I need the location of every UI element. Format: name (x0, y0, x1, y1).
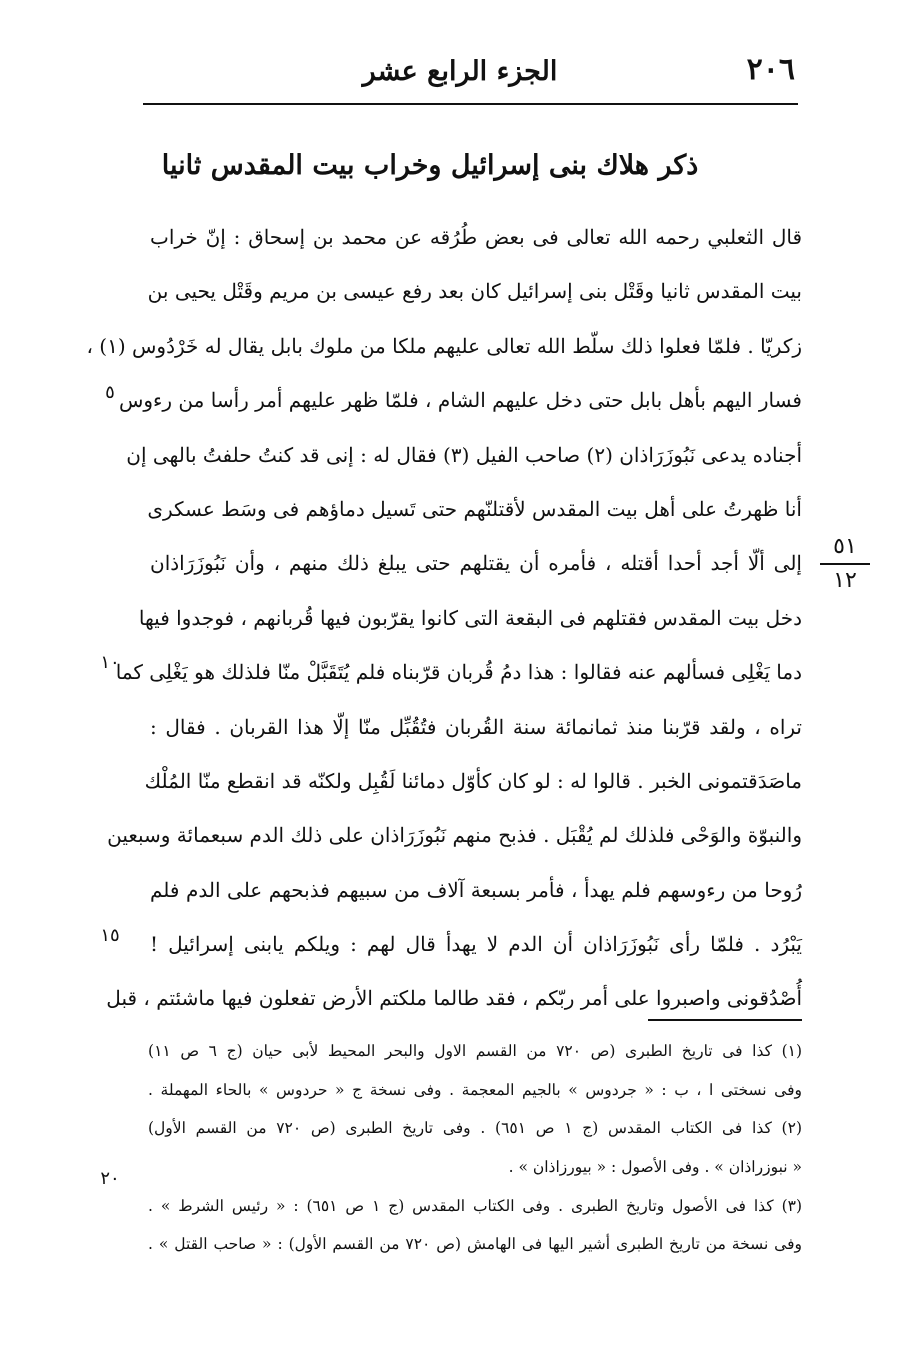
footnote-rule (648, 1019, 802, 1021)
line-number: ١٥ (100, 925, 120, 946)
folio-top: ٥١ (833, 534, 857, 559)
footnote-line: (٣) كذا فى الأصول وتاريخ الطبرى . وفى الكتاب المقدس (ج ١ ص ٦٥١) : « رئيس الشرط » . (148, 1196, 803, 1215)
footnote-line: وفى نسخة من تاريخ الطبرى أشير اليها فى الهامش (ص ٧٢٠ من القسم الأول) : « صاحب القتل » . (148, 1235, 802, 1254)
footnotes (148, 1032, 802, 1264)
text-line: تراه ، ولقد قرّبنا منذ ثمانمائة سنة القُربان فتُقُبِّل منّا إلّا هذا القربان . فقال : (150, 714, 802, 739)
page-header (0, 0, 902, 110)
chapter-title: ذكر هلاك بنى إسرائيل وخراب بيت المقدس ثانيا (161, 150, 699, 181)
text-line: أجناده يدعى نَبُوزَرَاذان (٢) صاحب الفيل (٣) فقال له : إنى قد كنتُ حلفتُ بالهى إن (126, 442, 802, 467)
text-line: قال الثعلبي رحمه الله تعالى فى بعض طُرُقه عن محمد بن إسحاق : إنّ خراب (150, 225, 802, 249)
running-title: الجزء الرابع عشر (362, 56, 558, 87)
text-line: أُصْدُقونى واصبروا على أمر ربّكم ، فقد طالما ملكتم الأرض تفعلون فيها ماشئتم ، قبل (106, 986, 802, 1011)
footnote-line: « نبوزراذان » . وفى الأصول : « بيورزاذان » . (508, 1158, 802, 1177)
text-line: والنبوّة والوَحْى فلذلك لم يُقْبَل . فذبح منهم نَبُوزَرَاذان على ذلك الدم سبعمائة وسبعين (107, 823, 802, 848)
footnote-line: (٢) كذا فى الكتاب المقدس (ج ١ ص ٦٥١) . وفى تاريخ الطبرى (ص ٧٢٠ من القسم الأول) (148, 1119, 802, 1138)
text-line: رُوحا من رءوسهم فلم يهدأ ، فأمر بسبعة آلاف من سبيهم فذبحهم على الدم فلم (150, 877, 802, 902)
folio-divider (820, 563, 870, 565)
text-line: دما يَغْلِى فسألهم عنه فقالوا : هذا دمُ قُربان قرّبناه فلم يُتَقَبَّلْ منّا فلذلك هو يَغْلِى كما (115, 660, 802, 685)
header-rule (143, 103, 798, 105)
folio-bottom: ١٢ (833, 568, 857, 593)
footnote-line: (١) كذا فى تاريخ الطبرى (ص ٧٢٠ من القسم الاول والبحر المحيط لأبى حيان (ج ٦ ص ١١) (148, 1042, 803, 1060)
text-line: ماصَدَقتمونى الخبر . قالوا له : لو كان كأوّل دمائنا لَقُبِل ولكنّه قد انقطع منّا المُلْك (144, 768, 802, 793)
text-line: إلى ألّا أجد أحدا أقتله ، فأمره أن يقتلهم حتى يبلغ ذلك منهم ، وأن نَبُوزَرَاذان (150, 551, 802, 576)
line-number: ١٠ (100, 652, 120, 673)
text-line: دخل بيت المقدس فقتلهم فى البقعة التى كانوا يقرّبون فيها قُربانهم ، فوجدوا فيها (138, 605, 802, 630)
footnote-line: وفى نسختى ا ، ب : « جردوس » بالجيم المعجمة . وفى نسخة ج « حردوس » بالحاء المهملة . (148, 1080, 802, 1099)
text-line: فسار اليهم بأهل بابل حتى دخل عليهم الشام ، فلمّا ظهر عليهم أمر رأسا من رءوس (118, 388, 802, 413)
line-number: ٢٠ (100, 1168, 120, 1189)
marginal-folio-reference (812, 533, 878, 595)
text-line: أنا ظهرتُ على أهل بيت المقدس لأقتلنّهم حتى تَسيل دماؤهم فى وسَط عسكرى (147, 496, 802, 521)
page-number: ٢٠٦ (746, 52, 795, 87)
text-line: يَبْرُد . فلمّا رأى نَبُوزَرَاذان أن الدم لا يهدأ قال لهم : ويلكم يابنى إسرائيل ! (150, 932, 802, 957)
text-line: زكريّا . فلمّا فعلوا ذلك سلّط الله تعالى عليهم ملكا من ملوك بابل يقال له خَرْدُوس (١) ، (86, 333, 802, 358)
line-number: ٥ (105, 382, 115, 403)
text-line: بيت المقدس ثانيا وقَتْل بنى إسرائيل كان بعد رفع عيسى بن مريم وقَتْل يحيى بن (147, 279, 802, 304)
